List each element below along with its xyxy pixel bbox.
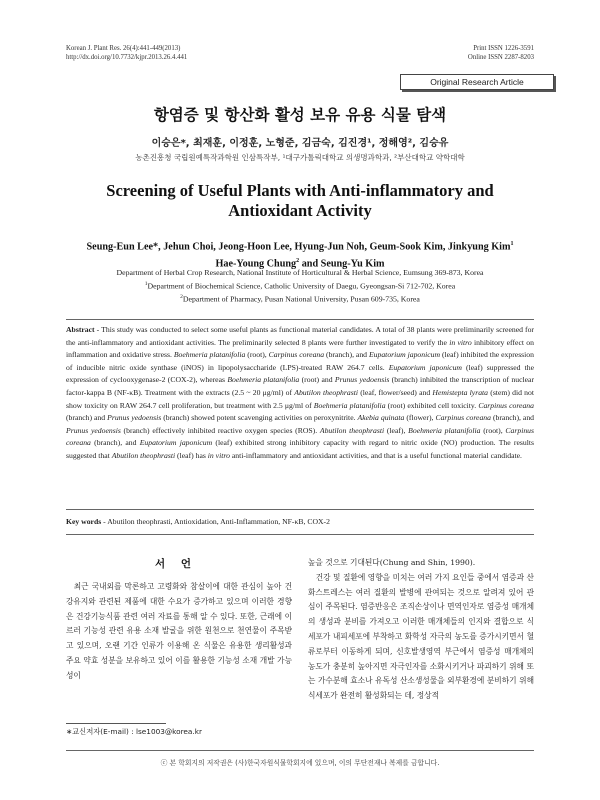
affiliation-1: Department of Herbal Crop Research, National Institute of Horticultural & Herbal Science, Eumsung 369-873, Korea [116,268,484,277]
abstract-text: (branch) and [66,413,108,423]
affiliation-2: Department of Biochemical Science, Catholic University of Daegu, Gyeongsan-Si 712-702, Korea [147,281,456,291]
abstract-text: (branch) inhibited the transcription of nuclear factor-kappa B (NF-κB). Treatment with the extracts (2.5 ~ 20 μg/ml) of [66,375,535,397]
abstract-italic: Abutilon theophrasti [294,387,358,397]
intro-right-column [308,556,534,704]
affiliation-3: Department of Pharmacy, Pusan National University, Pusan 609-735, Korea [182,294,420,304]
affiliation-2-sup: 1 [144,280,148,287]
abstract-top-rule [66,319,534,320]
abstract-italic: Carpinus coreana [66,425,535,448]
abstract-text: (root) exhibited cell toxicity. [385,400,479,410]
abstract-italic: Boehmeria platanifolia [408,425,481,435]
abstract-italic: Eupatorium japonicum [368,350,441,360]
author-sup-1: 1 [510,241,514,247]
abstract-text: (root) and [299,375,335,385]
abstract-text: (branch), and [490,413,535,423]
abstract-italic: Prunus yedoensis [334,375,390,385]
abstract-text: (leaf, flower/seed) and [358,387,433,397]
title-english: Screening of Useful Plants with Anti-inflammatory and Antioxidant Activity [106,181,494,220]
intro-right-paragraph-1: 높을 것으로 기대된다(Chung and Shin, 1990). [308,558,476,567]
authors-korean: 이승은*, 최재훈, 이정훈, 노형준, 김금숙, 김진경¹, 정해영², 김승유 [151,138,449,149]
copyright-notice: ⓒ 본 학회지의 저작권은 (사)한국자원식물학회지에 있으며, 이의 무단전재나 복제를 금합니다. [160,759,440,767]
abstract-italic: Boehmeria platanifolia [313,400,386,410]
abstract-italic: Prunus yedoensis [107,413,162,423]
abstract-italic: Hemistepta lyrata [432,387,489,397]
abstract-italic: Boehmeria platanifolia [227,375,300,385]
copyright-rule [66,750,534,751]
section-heading-intro: 서 언 [155,558,197,570]
journal-line: Korean J. Plant Res. 26(4):441-449(2013) [66,45,181,52]
abstract-italic: Abutilon theophrasti [111,450,176,460]
keywords-text: - Abutilon theophrasti, Antioxidation, Anti-Inflammation, NF-κB, COX-2 [101,517,330,526]
abstract-italic: in vitro [207,450,230,460]
authors-english [50,237,550,272]
abstract-italic: Abutilon theophrasti [319,425,385,435]
abstract-italic: in vitro [449,337,472,347]
abstract-italic: Eupatorium japonicum [388,362,462,372]
affiliations-english [70,268,530,305]
abstract-text: (leaf) has [175,450,208,460]
abstract-text: inhibitory effect on inflammation and oxidative stress. [66,337,534,360]
abstract-text: (branch) showed potent scavenging activities on peroxynitrite. [161,413,358,423]
abstract-italic: Boehmeria platanifolia [173,350,246,360]
abstract-text: (leaf) exhibited strong inhibitory capacity with regard to nitric oxide (NO) production. The results suggested that [66,438,534,460]
doi-link[interactable]: http://dx.doi.org/10.7732/kjpr.2013.26.4.441 [66,54,188,61]
online-issn: Online ISSN 2287-8203 [467,54,534,61]
abstract-text: (leaf) inhibited the expression of inducible nitric oxide synthase (iNOS) in lipopolysaccharide (LPS)-treated RAW 264.7 cells. [66,350,534,372]
abstract-text: anti-inflammatory and antioxidant activities, and that is a useful functional material candidate. [229,450,522,460]
keywords [66,517,534,526]
abstract-italic: Eupatorium japonicum [139,438,213,448]
authors-line-1: Seung-Eun Lee*, Jehun Choi, Jeong-Hoon Lee, Hyung-Jun Noh, Geum-Sook Kim, Jinkyung Kim [86,241,511,253]
article-type-badge: Original Research Article [400,74,554,90]
abstract-italic: Akebia quinata [357,413,405,423]
abstract-italic: Carpinus coreana [478,400,534,410]
abstract-text: (root), [245,350,269,360]
authors-line-2a: Hae-Young Chung [215,258,297,270]
affiliations-korean: 농촌진흥청 국립원예특작과학원 인삼특작부, ¹대구가톨릭대학교 의생명과학과, ²부산대학교 약학대학 [135,153,465,162]
keywords-label: Key words [66,517,102,526]
abstract-text: (stem) did not show toxicity on RAW 264.7 cell proliferation, but treatment with 2.5 μg/ml of [66,387,534,410]
issn-block [380,44,534,62]
abstract-text: (leaf), [384,425,409,435]
title-korean: 항염증 및 항산화 활성 보유 유용 식물 탐색 [153,106,447,124]
intro-right-paragraph-2: 건강 및 질환에 영향을 미치는 여러 가지 요인들 중에서 염증과 산화스트레스는 여러 질환의 발병에 관여되는 것으로 알려져 있어 관심이 주목된다. 염증반응은 조직손상이나 면역인자로 염증성 매개체의 생성과 분비를 가져오고 이러한 매개체들의 인지와 결합으로 식세포가 내피세포에 부착하고 화학성 자극의 농도를 증가시키면서 혈류로부터 이동하게 되며, 신호발생영역 부근에서 염증성 매개체의 농도가 충분히 높아지면 자극인자를 소화시키거나 파괴하기 위해 또는 가수분해 효소나 유독성 산소생성물을 외부환경에 분비하기 위해 식세포가 완전히 활성화되는 데, 정상적 [308,572,534,701]
abstract-italic: Carpinus coreana [435,413,491,423]
abstract-text: (flower), [404,413,436,423]
affiliation-3-sup: 2 [180,293,183,300]
authors-line-2b: and Seung-Yu Kim [299,258,385,270]
abstract-label: Abstract [66,325,95,334]
journal-citation [66,44,187,62]
keywords-bottom-rule [66,534,534,535]
abstract-text: - This study was conducted to select some useful plants as functional material candidates. A total of 38 plants were preliminarily screened for the anti-inflammatory and antioxidant activities. The preliminarily selected 8 plants were further investigated to verify the [66,325,534,347]
abstract-text: (branch), and [90,438,140,448]
abstract-text: (leaf) suppressed the expression of cyclooxygenase-2 (COX-2), whereas [66,362,534,385]
author-sup-2: 2 [296,258,300,265]
abstract-bottom-rule [66,509,534,510]
abstract-italic: Prunus yedoensis [66,425,121,435]
corresponding-author-footnote: ∗교신저자(E-mail) : lse1003@korea.kr [66,727,202,736]
abstract-text: (branch) effectively inhibited reactive oxygen species (ROS). [120,425,320,435]
intro-left-column: 최근 국내외를 막론하고 고령화와 참살이에 대한 관심이 높아 건강유지와 관련된 제품에 대한 수요가 증가하고 있으며 이러한 경향은 건강기능식품 관련 여러 자료를 통해 알 수 있다. 또한, 근래에 이르러 기능성 관련 유용 소재 발굴을 위한 원천으로 천연물이 주목받고 있으며, 오랜 기간 인류가 이용해 온 식물은 유용한 생리활성과 주요 약효 성분을 보유하고 있어 이를 활용한 기능성 소재 개발 가능성이 [66,582,292,680]
abstract-italic: Carpinus coreana [268,350,325,360]
abstract-text: (branch), and [324,350,369,360]
print-issn: Print ISSN 1226-3591 [473,45,534,52]
abstract [66,324,534,463]
footnote-rule [66,723,166,724]
abstract-text: (root), [480,425,506,435]
